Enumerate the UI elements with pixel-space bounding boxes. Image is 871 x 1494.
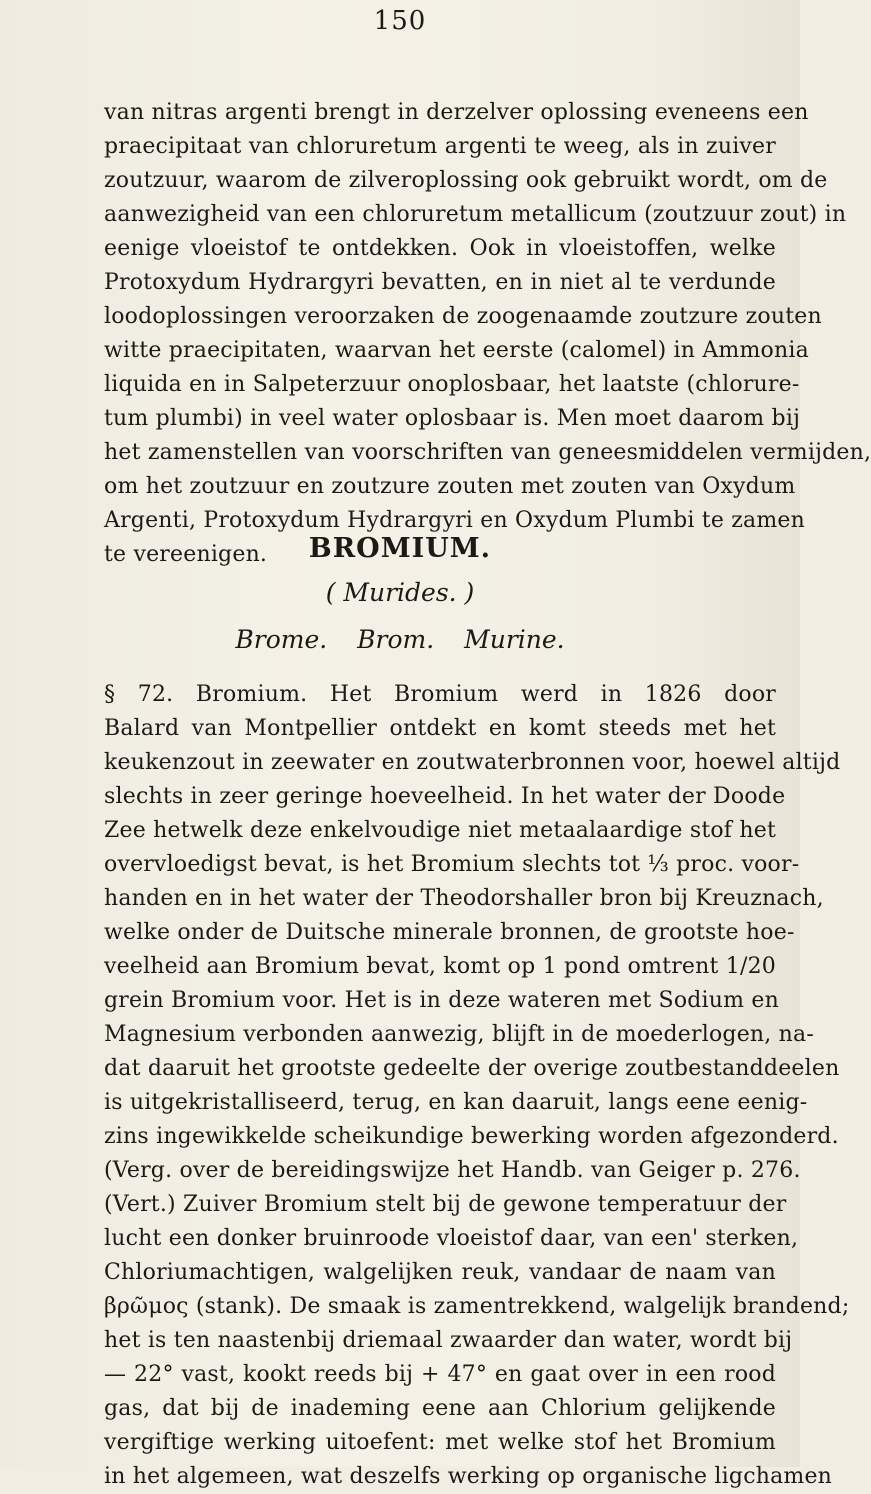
text-line: slechts in zeer geringe hoeveelheid. In het water der Doode (104, 784, 786, 809)
text-line: dat daaruit het grootste gedeelte der overige zoutbestanddeelen (104, 1056, 840, 1081)
section-synonyms: Brome. Brom. Murine. (235, 625, 565, 654)
text-line: lucht een donker bruinroode vloeistof daar, van een' sterken, (104, 1226, 799, 1251)
text-line: praecipitaat van chloruretum argenti te weeg, als in zuiver (104, 134, 776, 159)
section-subheading-latin: ( Murides. ) (325, 578, 475, 607)
text-line: van nitras argenti brengt in derzelver oplossing eveneens een (104, 100, 809, 125)
section-heading: BROMIUM. (308, 533, 492, 564)
text-line: Protoxydum Hydrargyri bevatten, en in niet al te verdunde (104, 270, 776, 295)
text-line: Argenti, Protoxydum Hydrargyri en Oxydum Plumbi te zamen (104, 508, 805, 533)
text-line: zoutzuur, waarom de zilveroplossing ook gebruikt wordt, om de (104, 168, 828, 193)
text-line: (Vert.) Zuiver Bromium stelt bij de gewone temperatuur der (104, 1192, 787, 1217)
text-line: het zamenstellen van voorschriften van geneesmiddelen vermijden, (104, 440, 871, 465)
text-line: § 72. Bromium. Het Bromium werd in 1826 door (104, 682, 776, 707)
text-line: βρῶμος (stank). De smaak is zamentrekkend, walgelijk brandend; (104, 1294, 850, 1319)
text-line: (Verg. over de bereidingswijze het Handb. van Geiger p. 276. (104, 1158, 801, 1183)
text-line: om het zoutzuur en zoutzure zouten met zouten van Oxydum (104, 474, 796, 499)
text-line: veelheid aan Bromium bevat, komt op 1 pond omtrent 1/20 (104, 954, 776, 979)
text-line: vergiftige werking uitoefent: met welke stof het Bromium (104, 1430, 776, 1455)
text-line: loodoplossingen veroorzaken de zoogenaamde zoutzure zouten (104, 304, 822, 329)
text-line: witte praecipitaten, waarvan het eerste (calomel) in Ammonia (104, 338, 809, 363)
text-line: liquida en in Salpeterzuur onoplosbaar, het laatste (chlorure- (104, 372, 800, 397)
paragraph-bromium (104, 678, 850, 1494)
page-number: 150 (373, 6, 427, 36)
paragraph-nitras-argenti (104, 96, 871, 572)
text-line: in het algemeen, wat deszelfs werking op organische ligchamen (104, 1464, 833, 1489)
text-line: welke onder de Duitsche minerale bronnen, de grootste hoe- (104, 920, 795, 945)
text-line: overvloedigst bevat, is het Bromium slechts tot ⅓ proc. voor- (104, 852, 800, 877)
text-line: eenige vloeistof te ontdekken. Ook in vloeistoffen, welke (104, 236, 776, 261)
text-line: grein Bromium voor. Het is in deze wateren met Sodium en (104, 988, 780, 1013)
text-line: is uitgekristalliseerd, terug, en kan daaruit, langs eene eenig- (104, 1090, 808, 1115)
text-line: handen en in het water der Theodorshaller bron bij Kreuznach, (104, 886, 824, 911)
text-line: tum plumbi) in veel water oplosbaar is. Men moet daarom bij (104, 406, 801, 431)
text-line: — 22° vast, kookt reeds bij + 47° en gaat over in een rood (104, 1362, 776, 1387)
text-line: gas, dat bij de inademing eene aan Chlorium gelijkende (104, 1396, 776, 1421)
text-line: keukenzout in zeewater en zoutwaterbronnen voor, hoewel altijd (104, 750, 841, 775)
text-line: Magnesium verbonden aanwezig, blijft in de moederlogen, na- (104, 1022, 814, 1047)
text-line: Zee hetwelk deze enkelvoudige niet metaalaardige stof het (104, 818, 776, 843)
text-line: zins ingewikkelde scheikundige bewerking worden afgezonderd. (104, 1124, 839, 1149)
text-line: het is ten naastenbij driemaal zwaarder dan water, wordt bij (104, 1328, 793, 1353)
text-line: aanwezigheid van een chloruretum metallicum (zoutzuur zout) in (104, 202, 847, 227)
text-line: Chloriumachtigen, walgelijken reuk, vandaar de naam van (104, 1260, 776, 1285)
text-line: Balard van Montpellier ontdekt en komt steeds met het (104, 716, 776, 741)
text-line-last: te vereenigen. (104, 542, 268, 567)
